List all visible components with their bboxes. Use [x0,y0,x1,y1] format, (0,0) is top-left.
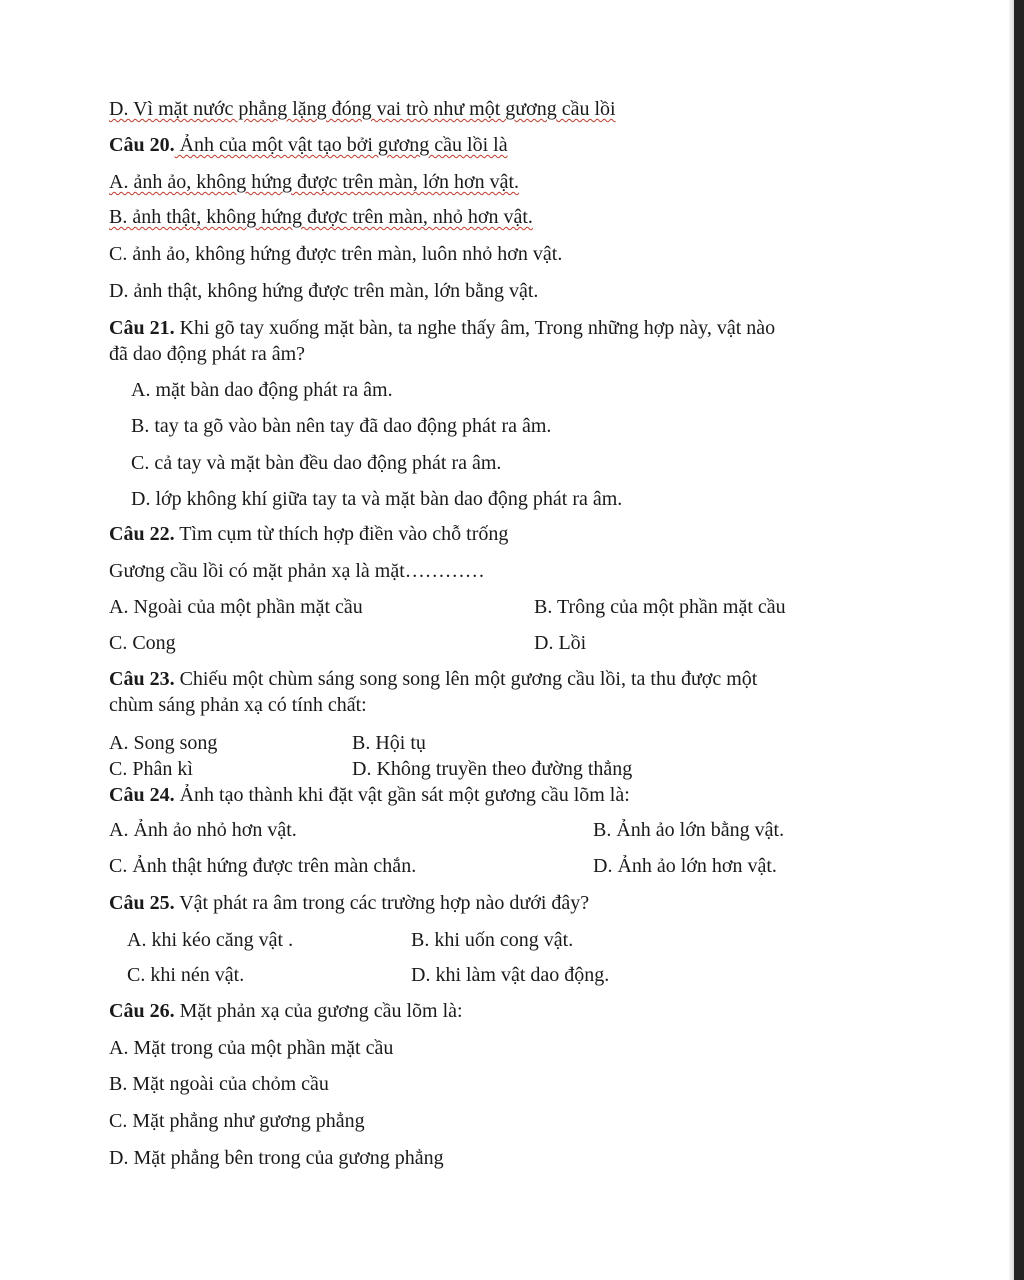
question-label: Câu 23. [109,668,175,690]
question-text: Ảnh tạo thành khi đặt vật gần sát một gương cầu lõm là: [174,784,630,806]
option-22-a: A. Ngoài của một phần mặt cầu [109,596,363,618]
option-20-c: C. ảnh ảo, không hứng được trên màn, luôn nhỏ hơn vật. [109,243,563,265]
question-23 [109,667,757,691]
option-21-c: C. cả tay và mặt bàn đều dao động phát ra âm. [131,452,502,474]
question-22 [109,522,508,546]
question-text: Ảnh của một vật tạo bởi gương cầu lồi là [174,134,508,156]
option-20-d: D. ảnh thật, không hứng được trên màn, lớn bằng vật. [109,280,539,302]
option-25-d: D. khi làm vật dao động. [411,964,610,986]
option-25-b: B. khi uốn cong vật. [411,929,574,951]
question-label: Câu 26. [109,1000,175,1022]
question-label: Câu 20. [109,134,175,156]
question-label: Câu 21. [109,317,175,339]
option-24-c: C. Ảnh thật hứng được trên màn chắn. [109,855,417,877]
option-24-d: D. Ảnh ảo lớn hơn vật. [593,855,777,877]
option-25-a: A. khi kéo căng vật . [127,929,294,951]
option-23-c: C. Phân kì [109,758,193,780]
option-26-d: D. Mặt phẳng bên trong của gương phẳng [109,1147,444,1169]
question-label: Câu 22. [109,523,175,545]
question-label: Câu 24. [109,784,175,806]
option-26-a: A. Mặt trong của một phần mặt cầu [109,1037,394,1059]
option-24-b: B. Ảnh ảo lớn bằng vật. [593,819,785,841]
option-23-a: A. Song song [109,732,218,754]
question-25 [109,891,589,915]
option-21-d: D. lớp không khí giữa tay ta và mặt bàn dao động phát ra âm. [131,488,623,510]
question-24 [109,783,630,807]
question-text: Chiếu một chùm sáng song song lên một gương cầu lồi, ta thu được một [174,668,758,690]
question-23-cont: chùm sáng phản xạ có tính chất: [109,694,367,716]
question-26 [109,999,463,1023]
question-22-prompt: Gương cầu lồi có mặt phản xạ là mặt………… [109,560,485,582]
question-21-cont: đã dao động phát ra âm? [109,343,306,365]
question-20 [109,133,508,157]
option-25-c: C. khi nén vật. [127,964,245,986]
question-text: Tìm cụm từ thích hợp điền vào chỗ trống [174,523,509,545]
window-edge [1014,0,1024,1280]
option-22-b: B. Trông của một phần mặt cầu [534,596,786,618]
question-label: Câu 25. [109,892,175,914]
option-22-c: C. Cong [109,632,176,654]
option-24-a: A. Ảnh ảo nhỏ hơn vật. [109,819,297,841]
option-23-b: B. Hội tụ [352,732,426,754]
option-21-b: B. tay ta gõ vào bàn nên tay đã dao động phát ra âm. [131,415,552,437]
question-text: Mặt phản xạ của gương cầu lõm là: [174,1000,463,1022]
question-21 [109,316,775,340]
option-26-c: C. Mặt phẳng như gương phẳng [109,1110,365,1132]
question-text: Khi gõ tay xuống mặt bàn, ta nghe thấy âm, Trong những hợp này, vật nào [174,317,776,339]
option-22-d: D. Lồi [534,632,587,654]
option-23-d: D. Không truyền theo đường thẳng [352,758,633,780]
option-21-a: A. mặt bàn dao động phát ra âm. [131,379,393,401]
option-19-d: D. Vì mặt nước phẳng lặng đóng vai trò như một gương cầu lồi [109,98,616,120]
option-26-b: B. Mặt ngoài của chỏm cầu [109,1073,329,1095]
question-text: Vật phát ra âm trong các trường hợp nào dưới đây? [174,892,590,914]
option-20-a: A. ảnh ảo, không hứng được trên màn, lớn hơn vật. [109,171,519,193]
option-20-b: B. ảnh thật, không hứng được trên màn, nhỏ hơn vật. [109,206,533,228]
